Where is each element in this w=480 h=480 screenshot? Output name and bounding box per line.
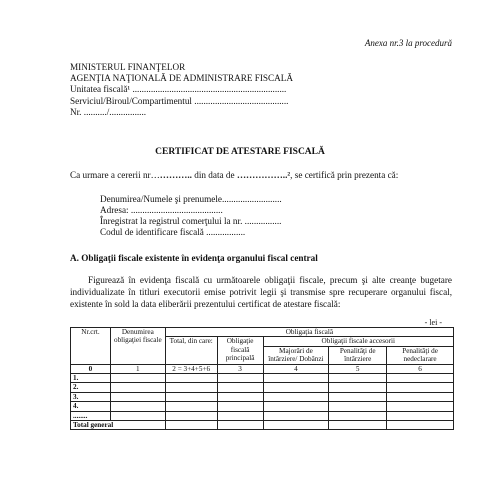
header-accesorii: Obligaţii fiscale accesorii — [263, 337, 453, 346]
table-cell — [263, 383, 329, 392]
header-majorari: Majorări de întârziere/ Dobânzi — [263, 346, 329, 364]
header-principala: Obligaţie fiscală principală — [217, 337, 263, 364]
table-cell: 2 = 3+4+5+6 — [165, 364, 217, 373]
header-service: Serviciul/Biroul/Compartimentul ......................................... — [70, 96, 289, 106]
table-total-label: Total general — [71, 421, 166, 430]
field-fiscal-code: Codul de identificare fiscală ................. — [100, 227, 246, 237]
table-total-row — [71, 421, 454, 430]
table-cell — [387, 383, 454, 392]
table-cell — [329, 374, 387, 383]
request-line — [70, 170, 398, 180]
table-cell — [263, 402, 329, 411]
document-title: CERTIFICAT DE ATESTARE FISCALĂ — [155, 147, 325, 157]
table-row-number: 2. — [71, 383, 111, 392]
table-row — [71, 392, 454, 401]
table-header-row — [71, 328, 454, 337]
table-cell — [110, 374, 165, 383]
table-cell — [217, 421, 263, 430]
section-a-heading: A. Obligaţii fiscale existente în evidenţa organului fiscal central — [70, 253, 318, 263]
header-nr-crt: Nr.crt. — [71, 328, 111, 365]
table-cell — [329, 402, 387, 411]
table-cell: 1 — [110, 364, 165, 373]
table-cell — [165, 392, 217, 401]
table-cell: 5 — [329, 364, 387, 373]
field-name: Denumirea/Numele şi prenumele.......................... — [100, 194, 282, 204]
table-cell — [387, 411, 454, 420]
table-cell — [263, 421, 329, 430]
table-row-number: 1. — [71, 374, 111, 383]
table-cell — [217, 374, 263, 383]
annex-reference: Anexa nr.3 la procedură — [364, 38, 452, 48]
header-penalitati-nedeclarare: Penalităţi de nedeclarare — [387, 346, 454, 364]
table-cell — [387, 374, 454, 383]
table-cell — [110, 383, 165, 392]
request-middle: din data de — [191, 170, 237, 180]
table-cell — [110, 392, 165, 401]
table-cell — [263, 374, 329, 383]
table-cell — [217, 383, 263, 392]
table-cell: 4 — [263, 364, 329, 373]
table-row — [71, 374, 454, 383]
table-cell — [110, 402, 165, 411]
table-numbering-row — [71, 364, 454, 373]
header-penalitati-intarziere: Penalităţi de întârziere — [329, 346, 387, 364]
section-a-paragraph: Figurează în evidenţa fiscală cu următoarele obligaţii fiscale, precum şi alte creanţe bugetare individualizate în titluri executorii emise potrivit legii şi transmise spre recuperare organului fiscal, existente în sold la data eliberării prezentului certificat de atestare fiscală: — [70, 275, 452, 309]
table-cell — [165, 402, 217, 411]
request-suffix: , se certifică prin prezenta că: — [290, 170, 399, 180]
table-cell — [387, 402, 454, 411]
table-cell — [329, 383, 387, 392]
table-cell — [165, 421, 217, 430]
request-dots-2: ……………..² — [236, 170, 291, 180]
header-obligatia-fiscala: Obligaţia fiscală — [165, 328, 453, 337]
table-cell — [217, 392, 263, 401]
obligations-table — [70, 327, 454, 430]
table-cell: 0 — [71, 364, 111, 373]
header-fiscal-unit: Unitatea fiscală¹ ................................................................... — [70, 84, 287, 94]
header-agency: AGENŢIA NAŢIONALĂ DE ADMINISTRARE FISCALĂ — [70, 73, 294, 83]
request-prefix: Ca urmare a cererii nr… — [70, 170, 160, 180]
currency-unit: - lei - — [424, 318, 442, 327]
table-cell — [329, 411, 387, 420]
table-cell — [165, 411, 217, 420]
table-cell: 3 — [217, 364, 263, 373]
table-cell — [217, 402, 263, 411]
field-address: Adresa: ........................................ — [100, 205, 223, 215]
table-cell: 6 — [387, 364, 454, 373]
header-number: Nr. ........../................ — [70, 107, 147, 117]
header-denumire: Denumirea obligaţiei fiscale — [110, 328, 165, 365]
table-cell — [217, 411, 263, 420]
table-cell — [165, 383, 217, 392]
table-cell — [165, 374, 217, 383]
table-cell — [387, 421, 454, 430]
table-row — [71, 411, 454, 420]
table-row-number: 3. — [71, 392, 111, 401]
header-ministry: MINISTERUL FINANŢELOR — [70, 62, 186, 72]
table-row-number: 4. — [71, 402, 111, 411]
table-cell — [329, 421, 387, 430]
table-cell — [387, 392, 454, 401]
table-row-number: ........ — [71, 411, 111, 420]
table-row — [71, 383, 454, 392]
table-cell — [329, 392, 387, 401]
table-cell — [110, 411, 165, 420]
request-dots-1: ……….. — [159, 170, 192, 180]
table-cell — [263, 392, 329, 401]
field-trade-register: Înregistrat la registrul comerţului la nr. ................ — [100, 216, 282, 226]
table-cell — [263, 411, 329, 420]
table-row — [71, 402, 454, 411]
header-total: Total, din care: — [165, 337, 217, 364]
